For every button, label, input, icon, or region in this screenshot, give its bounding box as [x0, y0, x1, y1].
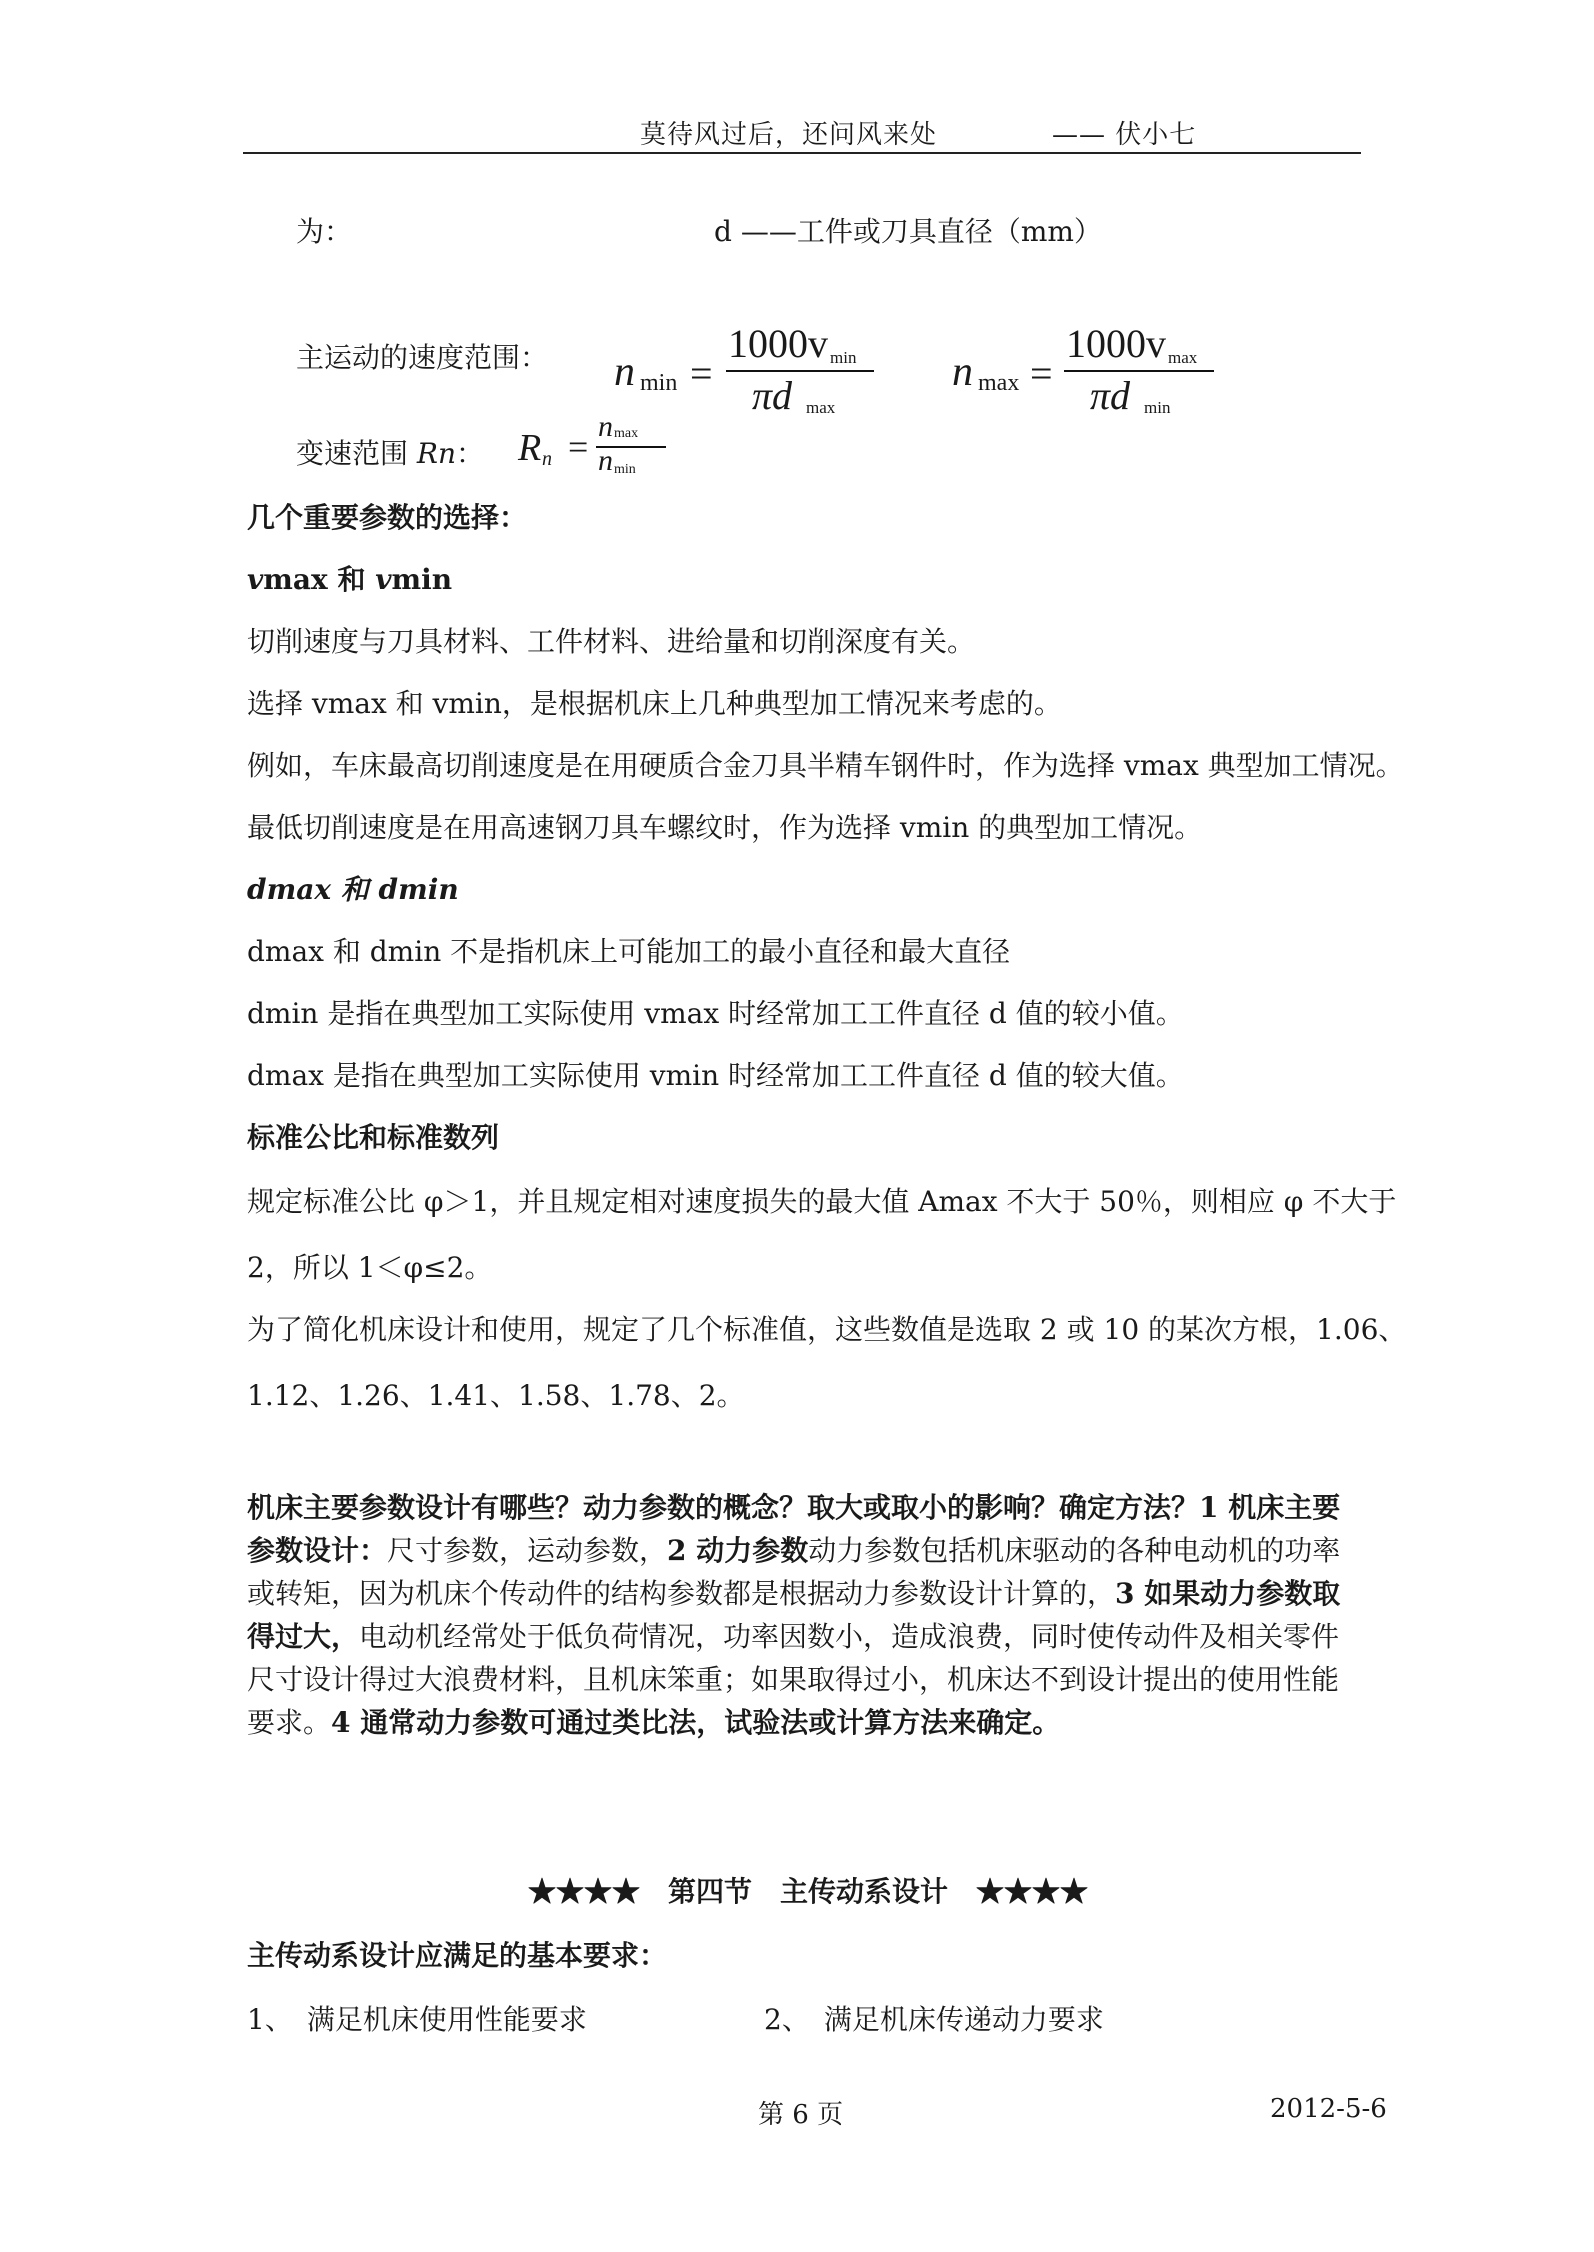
text-line: dmax 和 dmin 不是指机床上可能加工的最小直径和最大直径: [247, 935, 1011, 968]
formula-rn-lhs-sub: n: [542, 448, 552, 470]
text-line: 选择 vmax 和 vmin，是根据机床上几种典型加工情况来考虑的。: [247, 687, 1062, 720]
text-line: 最低切削速度是在用高速钢刀具车螺纹时，作为选择 vmin 的典型加工情况。: [247, 811, 1203, 844]
requirements-heading: 主传动系设计应满足的基本要求：: [247, 1939, 668, 1972]
qa-bold: 3 如果动力参数取得过大，: [247, 1577, 1341, 1653]
heading-vmax-t1: max 和: [263, 563, 376, 596]
requirement-item: 2、 满足机床传递动力要求: [764, 2003, 1104, 2036]
text-line: 例如，车床最高切削速度是在用硬质合金刀具半精车钢件时，作为选择 vmax 典型加工情况。: [247, 749, 1404, 782]
qa-text: 动力参数包括机床驱动的各种电动机的功率或转矩，因为机床个传动件的结构参数都是根据动力参数设计计算的，: [247, 1534, 1341, 1610]
heading-vmax-t2: min: [391, 563, 453, 596]
formula-nmin-bar: [726, 370, 874, 372]
header-author: —— 伏小七: [1052, 120, 1197, 150]
formula-nmax: [950, 320, 1210, 420]
formula-rn-num-sub: max: [614, 426, 639, 441]
qa-paragraph: [247, 1486, 1359, 1744]
formula-rn-lhs: R: [518, 427, 542, 469]
formula-nmax-num: 1000v: [1066, 321, 1166, 366]
speed-range-label: 主运动的速度范围：: [296, 341, 549, 374]
formula-nmin-den-sub: max: [806, 398, 836, 417]
label-wei: 为：: [296, 215, 353, 248]
text-line: 2，所以 1＜φ≤2。: [247, 1251, 493, 1284]
formula-rn-eq: =: [568, 427, 589, 467]
footer-date: 2012-5-6: [1270, 2094, 1387, 2124]
formula-nmax-den-sub: min: [1144, 398, 1171, 417]
formula-rn-num: n: [598, 410, 613, 443]
rn-label-prefix: 变速范围: [296, 437, 417, 470]
text-line: 1.12、1.26、1.41、1.58、1.78、2。: [247, 1379, 745, 1412]
text-line: 规定标准公比 φ＞1，并且规定相对速度损失的最大值 Amax 不大于 50％，则相应 φ 不大于: [247, 1185, 1397, 1218]
formula-nmin-lhs-sub: min: [640, 370, 678, 396]
formula-nmax-num-sub: max: [1168, 348, 1198, 367]
qa-bold: 2 动力参数: [667, 1534, 809, 1567]
header-motto: 莫待风过后，还问风来处: [640, 120, 938, 150]
formula-nmax-den: πd: [1090, 373, 1131, 418]
formula-nmax-bar: [1064, 370, 1214, 372]
heading-params: 几个重要参数的选择：: [247, 501, 528, 534]
heading-standard: 标准公比和标准数列: [247, 1121, 500, 1154]
formula-nmin-lhs: n: [614, 349, 635, 395]
text-line: 为了简化机床设计和使用，规定了几个标准值，这些数值是选取 2 或 10 的某次方根，1.06、: [247, 1313, 1407, 1346]
formula-nmin-eq: =: [690, 351, 713, 396]
formula-rn-den-sub: min: [614, 462, 636, 477]
section-title: ★★★★ 第四节 主传动系设计 ★★★★: [528, 1875, 1089, 1908]
d-definition: d ——工件或刀具直径（mm）: [714, 215, 1102, 248]
qa-question: 机床主要参数设计有哪些？动力参数的概念？取大或取小的影响？确定方法？1 机床主要参数设计：: [247, 1491, 1341, 1567]
formula-nmin: [612, 320, 872, 420]
heading-vmax-v2: v: [375, 563, 392, 596]
formula-nmin-den: πd: [752, 373, 793, 418]
heading-dmax-dmin: dmax 和 dmin: [247, 873, 459, 906]
qa-text: 电动机经常处于低负荷情况，功率因数小，造成浪费，同时使传动件及相关零件尺寸设计得过大浪费材料，且机床笨重；如果取得过小，机床达不到设计提出的使用性能要求。: [247, 1620, 1340, 1739]
formula-nmin-num: 1000v: [728, 321, 828, 366]
text-line: dmin 是指在典型加工实际使用 vmax 时经常加工工件直径 d 值的较小值。: [247, 997, 1184, 1030]
text-line: dmax 是指在典型加工实际使用 vmin 时经常加工工件直径 d 值的较大值。: [247, 1059, 1184, 1092]
header-rule: [243, 152, 1361, 154]
formula-nmax-eq: =: [1030, 351, 1053, 396]
heading-vmax-v1: v: [247, 563, 264, 596]
rn-label-var: Rn: [416, 437, 457, 470]
formula-rn: [516, 410, 676, 490]
rn-label: [296, 436, 484, 472]
formula-nmin-num-sub: min: [830, 348, 857, 367]
heading-vmax-vmin: [247, 562, 452, 598]
page-number: 第 6 页: [758, 2100, 844, 2130]
text-line: 切削速度与刀具材料、工件材料、进给量和切削深度有关。: [247, 625, 976, 658]
qa-bold: 4 通常动力参数可通过类比法，试验法或计算方法来确定。: [331, 1706, 1061, 1739]
rn-label-suffix: ：: [456, 437, 485, 470]
formula-nmax-lhs: n: [952, 349, 973, 395]
formula-rn-den: n: [598, 444, 613, 477]
requirement-item: 1、 满足机床使用性能要求: [247, 2003, 587, 2036]
qa-text: 尺寸参数，运动参数，: [387, 1534, 668, 1567]
formula-nmax-lhs-sub: max: [978, 370, 1020, 396]
